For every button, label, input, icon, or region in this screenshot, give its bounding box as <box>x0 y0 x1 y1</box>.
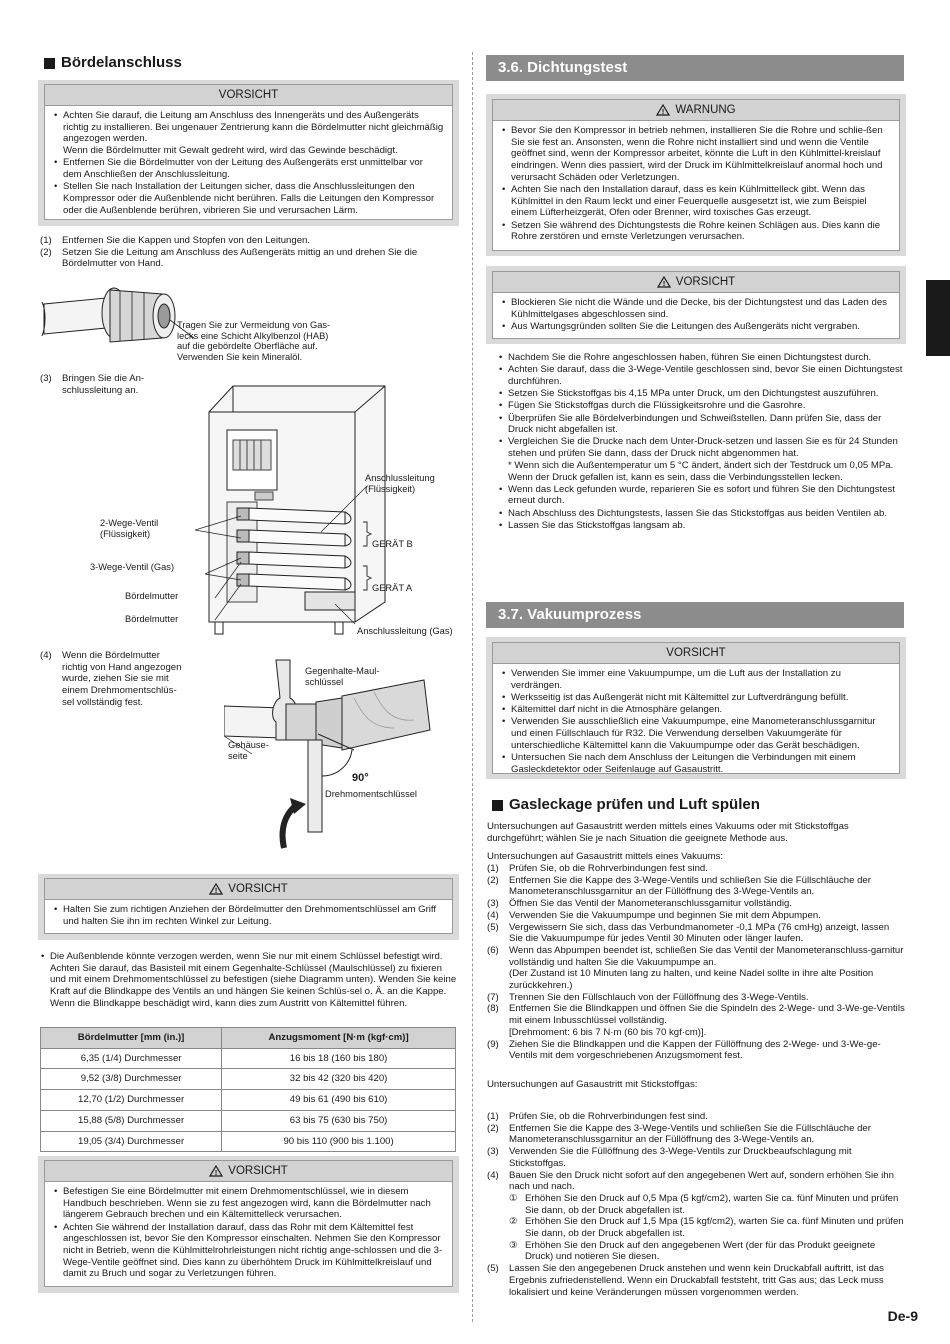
step-text: Verwenden Sie die Vakuumpumpe und beginnen Sie mit dem Abpumpen. <box>509 909 821 921</box>
numbered-step <box>487 898 905 910</box>
label-flare-nut-2: Bördelmutter <box>125 614 179 624</box>
svg-text:!: ! <box>662 281 665 288</box>
svg-text:!: ! <box>215 1170 218 1177</box>
step-number: (4) <box>487 909 499 921</box>
numbered-step <box>40 235 460 247</box>
numbered-step <box>487 1170 905 1193</box>
table-cell: 16 bis 18 (160 bis 180) <box>222 1048 456 1069</box>
label-torque-wrench: Drehmomentschlüssel <box>325 789 417 799</box>
step-text: Lassen Sie den angegebenen Druck anstehen und wenn kein Druckabfall auftritt, ist das Ergebnis zufriedenstellend. Wenn ein Druckabfall feststeht, tritt Gas aus; das Leck muss lokalisiert und keine Veränderungen müssen vorgenommen werden. <box>509 1263 884 1298</box>
leak-test-list <box>498 352 904 532</box>
step-number: (1) <box>40 235 52 246</box>
step-text: Prüfen Sie, ob die Rohrverbindungen fest sind. <box>509 1111 708 1122</box>
step-text: Öffnen Sie das Ventil der Manometeranschlussgarnitur vollständig. <box>509 898 792 910</box>
table-cell: 12,70 (1/2) Durchmesser <box>41 1090 222 1111</box>
label-3way-valve: 3-Wege-Ventil (Gas) <box>90 562 175 572</box>
numbered-step <box>487 945 905 992</box>
svg-text:!: ! <box>215 888 218 895</box>
step-number: (2) <box>40 246 52 258</box>
table-cell: 90 bis 110 (900 bis 1.100) <box>222 1131 456 1152</box>
vacuum-steps <box>487 863 905 1062</box>
list-item: • Halten Sie zum richtigen Anziehen der Bördelmutter den Drehmomentschlüssel am Griff und halten Sie ihn im rechten Winkel zur Leitung. <box>53 904 444 927</box>
sub-step-number: ① <box>509 1192 518 1204</box>
caution-list <box>501 668 891 775</box>
table-cell: 63 bis 75 (630 bis 750) <box>222 1110 456 1131</box>
warning-box <box>492 99 900 251</box>
vacuum-intro: Untersuchungen auf Gasaustritt mittels eines Vakuums: <box>487 851 724 862</box>
outdoor-unit-connection-illustration <box>195 382 395 644</box>
step-number: (5) <box>487 921 499 933</box>
step-text: Setzen Sie die Leitung am Anschluss des Außengeräts mittig an und drehen Sie die Bördelmutter von Hand. <box>62 246 418 270</box>
numbered-step <box>487 1123 905 1146</box>
torque-table <box>40 1027 456 1152</box>
numbered-step <box>487 1146 905 1169</box>
label-liquid-pipe: Anschlussleitung (Flüssigkeit) <box>365 473 435 494</box>
section-square-icon <box>492 800 503 811</box>
sub-step-number: ③ <box>509 1239 518 1251</box>
warning-list <box>501 125 891 243</box>
gas-leak-heading: Gasleckage prüfen und Luft spülen <box>492 796 760 814</box>
leak-test-note: * Wenn sich die Außentemperatur um 5 °C ändert, ändert sich der Testdruck um 0,05 MPa. Wenn der Druck gefallen ist, kann es sein, dass die Verbindungsstellen lecken. <box>508 460 894 484</box>
list-item: • Fügen Sie Stickstoffgas durch die Flüssigkeitsrohre und die Gasrohre. <box>498 400 904 412</box>
numbered-step <box>487 863 905 875</box>
flare-steps-1-2 <box>40 235 460 270</box>
flare-paragraph: • Die Außenblende könnte verzogen werden, wenn Sie nur mit einem Schlüssel befestigt wird. Achten Sie darauf, das Basisteil mit einem Gegenhalte-Schlüssel (Maulschlüssel) zu fixieren und mit einem Drehmomentschlüssel zu befestigen (siehe Diagramm unten). Wenden Sie keine Kraft auf die Blindkappe des Ventils an und hängen Sie keinen Schlüs-sel o. Ä. an die Kappe. Wenn die Blindkappe beschädigt wird, kann dies zum Austritt von Kältemittel führen. <box>40 951 458 1010</box>
step-text: Verwenden Sie die Füllöffnung des 3-Wege-Ventils zur Druckbeaufschlagung mit Stickstoffgas. <box>509 1146 852 1169</box>
caution-title: ! VORSICHT <box>45 1161 452 1182</box>
caution-title: VORSICHT <box>45 85 452 106</box>
numbered-step <box>487 875 905 898</box>
warning-triangle-icon <box>656 104 670 116</box>
label-2way-valve: 2-Wege-Ventil (Flüssigkeit) <box>100 518 159 539</box>
caution-box-3 <box>44 1160 453 1287</box>
step-text: Bauen Sie den Druck nicht sofort auf den angegebenen Wert auf, sondern erhöhen Sie ihn nach und nach. <box>509 1169 894 1193</box>
step-text: Entfernen Sie die Kappe des 3-Wege-Ventils und schließen Sie die Füllschläuche der Manometeranschlussgarnitur an der Füllöffnung des 3-Wege-Ventils an. <box>509 1122 871 1146</box>
table-cell: 9,52 (3/8) Durchmesser <box>41 1069 222 1090</box>
sub-step <box>487 1193 905 1216</box>
table-row <box>41 1069 456 1090</box>
list-item: • Achten Sie darauf, dass die 3-Wege-Ventile geschlossen sind, bevor Sie einen Dichtungstest durchführen. <box>498 364 904 387</box>
step-text: Vergewissern Sie sich, dass das Verbundmanometer -0,1 MPa (76 cmHg) anzeigt, lassen Sie die Vakuumpumpe für jedes Ventil 30 Minuten oder länger laufen. <box>509 921 890 945</box>
list-item: • Entfernen Sie die Bördelmutter von der Leitung des Außengeräts erst unmittelbar vor dem Anschließen der Anschlussleitung. <box>53 157 444 180</box>
caution-title: VORSICHT <box>493 643 899 664</box>
table-cell: 19,05 (3/4) Durchmesser <box>41 1131 222 1152</box>
step-number: (5) <box>487 1263 499 1275</box>
numbered-step <box>40 247 460 270</box>
numbered-step <box>487 1003 905 1038</box>
list-item: • Stellen Sie nach Installation der Leitungen sicher, dass die Anschlussleitungen den Kompressor oder die Außenblende nicht berühren. Falls die Leitungen den Kompressor oder die Außenblende berühren, vibrieren Sie und verursachen Lärm. <box>53 181 444 216</box>
label-housing-side: Gehäuse- seite <box>228 740 269 761</box>
warning-triangle-icon <box>209 1165 223 1177</box>
list-item: • Lassen Sie das Stickstoffgas langsam ab. <box>498 520 904 532</box>
step-text: Entfernen Sie die Kappen und Stopfen von den Leitungen. <box>62 235 311 246</box>
list-item: • Achten Sie darauf, die Leitung am Anschluss des Innengeräts und des Außengeräts richtig zu installieren. Bei ungenauer Zentrierung kann die Bördelmutter nicht gleichmäßig angezogen werden. Wenn die Bördelmutter mit Gewalt gedreht wird, wird das Gewinde beschädigt. <box>53 110 444 157</box>
step-number: (1) <box>487 863 499 874</box>
sub-step-number: ② <box>509 1216 518 1228</box>
sub-step-text: Erhöhen Sie den Druck auf den angegebenen Wert (der für das Produkt geeignete Druck) und notieren Sie diesen. <box>525 1239 876 1263</box>
step-text: Trennen Sie den Füllschlauch von der Füllöffnung des 3-Wege-Ventils. <box>509 991 809 1003</box>
sub-step-text: Erhöhen Sie den Druck auf 0,5 Mpa (5 kgf/cm2), warten Sie ca. fünf Minuten und prüfen Sie dann, ob der Druck abgefallen ist. <box>525 1192 899 1216</box>
sub-step <box>487 1216 905 1239</box>
step-number: (2) <box>487 1122 499 1134</box>
section-square-icon <box>44 58 55 69</box>
list-item: • Achten Sie während der Installation darauf, dass das Rohr mit dem Kältemittel fest angeschlossen ist, bevor Sie den Kompressor einschalten. Nehmen Sie den Kompressor nicht in Betrieb, wenn die Kühlmittelrohrleistungen nicht richtig ange-schlossen und die 3-Wege-Ventile geöffnet sind. Dies kann zu überhöhtem Druck im Kühlmittelkreislauf und damit zu Bruch und sogar zu Verletzungen führen. <box>53 1222 444 1281</box>
step-number: (9) <box>487 1038 499 1050</box>
step-number: (3) <box>487 898 499 910</box>
flare-oil-note: Tragen Sie zur Vermeidung von Gas- lecks eine Schicht Alkylbenzol (HAB) auf die gebördelte Oberfläche auf. Verwenden Sie kein Mineralöl. <box>177 320 331 363</box>
column-divider <box>472 52 473 1322</box>
numbered-step <box>487 910 905 922</box>
list-item: • Werksseitig ist das Außengerät nicht mit Kältemittel zur Luftverdrängung befüllt. <box>501 692 891 704</box>
table-cell: 6,35 (1/4) Durchmesser <box>41 1048 222 1069</box>
list-item: • Verwenden Sie ausschließlich eine Vakuumpumpe, eine Manometeranschlussgarnitur und einen Füllschlauch für R32. Die Verwendung derselben Vakuumgeräte für unterschiedliche Kältemittel kann die Vakuumpumpe oder das Gerät beschädigen. <box>501 716 891 751</box>
caution-list <box>53 904 444 927</box>
list-item: • Nach Abschluss des Dichtungstests, lassen Sie das Stickstoffgas aus beiden Ventilen ab. <box>498 508 904 520</box>
list-item: • Befestigen Sie eine Bördelmutter mit einem Drehmomentschlüssel, wie in diesem Handbuch beschrieben. Wenn sie zu fest angezogen wird, kann die Bördelmutter nach längerem Gebrauch brechen und ein Kältemittelleck verursachen. <box>53 1186 444 1221</box>
step-number: (2) <box>487 874 499 886</box>
list-item: • Nachdem Sie die Rohre angeschlossen haben, führen Sie einen Dichtungstest durch. <box>498 352 904 364</box>
step-text: Ziehen Sie die Blindkappen und die Kappen der Füllöffnung des 2-Wege- und 3-We-ge-Ventils mit dem vorgeschriebenen Anzugsmoment fest. <box>509 1038 881 1062</box>
table-header-cell: Bördelmutter [mm (in.)] <box>41 1028 222 1049</box>
section-3-7-title: 3.7. Vakuumprozess <box>486 602 904 628</box>
flare-nut-pipe-illustration <box>40 280 200 355</box>
caution-box-4 <box>492 271 900 339</box>
nitrogen-intro: Untersuchungen auf Gasaustritt mit Stickstoffgas: <box>487 1079 698 1090</box>
warning-triangle-icon <box>209 883 223 895</box>
step-number: (8) <box>487 1003 499 1015</box>
list-item: • Bevor Sie den Kompressor in betrieb nehmen, installieren Sie die Rohre und schlie-ßen Sie sie fest an. Ansonsten, wenn die Rohre nicht installiert sind und wenn die Ventile geöffnet sind, wenn der Kompressor arbeitet, könnte die Luft in den Kühlmittel-kreislauf eindringen. Wenn dies passiert, wird der Druck im Kühlmittelkreislauf anormal hoch und verursacht Schäden oder Verletzungen. <box>501 125 891 184</box>
step-number: (4) <box>487 1169 499 1181</box>
sub-step-text: Erhöhen Sie den Druck auf 1,5 Mpa (15 kgf/cm2), warten Sie ca. fünf Minuten und prüfen Sie dann, ob der Druck abgefallen ist. <box>525 1216 904 1240</box>
list-item: • Aus Wartungsgründen sollten Sie die Leitungen des Außengeräts nicht vergraben. <box>501 321 891 333</box>
list-item: • Achten Sie nach den Installation darauf, dass es kein Kühlmittelleck gibt. Wenn das Kühlmittel in den Raum leckt und einer Feuerquelle ausgesetzt ist, wie zum Beispiel einem Lüfterheizgerät, Ofen oder Brenner, wird toxisches Gas erzeugt. <box>501 184 891 219</box>
table-cell: 32 bis 42 (320 bis 420) <box>222 1069 456 1090</box>
caution-list <box>53 110 444 216</box>
label-flare-nut-1: Bördelmutter <box>125 591 179 601</box>
numbered-step <box>487 1263 905 1298</box>
list-item: • Blockieren Sie nicht die Wände und die Decke, bis der Dichtungstest und das Laden des Kühlmittelgases abgeschlossen sind. <box>501 297 891 320</box>
table-header-cell: Anzugsmoment [N·m (kgf·cm)] <box>222 1028 456 1049</box>
caution-box-5 <box>492 642 900 774</box>
list-item: • Vergleichen Sie die Drucke nach dem Unter-Druck-setzen und lassen Sie es für 24 Stunden stehen und prüfen Sie dann, dass der Druck nicht abgenommen hat. <box>498 436 904 459</box>
step-number: (6) <box>487 944 499 956</box>
step-number: (1) <box>487 1111 499 1122</box>
caution-list <box>501 297 891 333</box>
list-item: • Untersuchen Sie nach dem Anschluss der Leitungen die Verbindungen mit einem Gasleckdetektor oder Seifenlauge auf Gasaustritt. <box>501 752 891 775</box>
step-text: Entfernen Sie die Blindkappen und öffnen Sie die Spindeln des 2-Wege- und 3-We-ge-Ventils mit einem Inbusschlüssel vollständig. [Drehmoment: 6 bis 7 N·m (60 bis 70 kgf·cm)]. <box>509 1003 905 1038</box>
warning-title: ! WARNUNG <box>493 100 899 121</box>
numbered-step <box>487 992 905 1004</box>
table-row <box>41 1090 456 1111</box>
label-holding-wrench: Gegenhalte-Maul- schlüssel <box>305 666 380 687</box>
step-text: Entfernen Sie die Kappe des 3-Wege-Ventils und schließen Sie die Füllschläuche der Manometeranschlussgarnitur an der Füllöffnung des 3-Wege-Ventils an. <box>509 874 871 898</box>
list-item: • Setzen Sie Stickstoffgas bis 4,15 MPa unter Druck, um den Dichtungstest auszuführen. <box>498 388 904 400</box>
caution-title: ! VORSICHT <box>493 272 899 293</box>
flare-step-4: (4) Wenn die Bördelmutter richtig von Hand angezogen wurde, ziehen Sie sie mit einem Drehmomentschlüs- sel vollständig fest. <box>40 650 182 708</box>
list-item: • Setzen Sie während des Dichtungstests die Rohre keinen Schlägen aus. Dies kann die Rohre zerstören und ernste Verletzungen verursachen. <box>501 220 891 243</box>
table-cell: 15,88 (5/8) Durchmesser <box>41 1110 222 1131</box>
list-item: • Überprüfen Sie alle Bördelverbindungen und Schweißstellen. Dann prüfen Sie, dass der Druck nicht abgefallen ist. <box>498 413 904 436</box>
table-row <box>41 1110 456 1131</box>
gas-intro: Untersuchungen auf Gasaustritt werden mittels eines Vakuums oder mit Stickstoffgas durchgeführt; wählen Sie je nach Situation die geeignete Methode aus. <box>487 821 849 844</box>
side-tab-marker <box>926 280 950 356</box>
caution-box-2 <box>44 878 453 934</box>
table-row <box>41 1048 456 1069</box>
flare-heading: Bördelanschluss <box>44 54 182 72</box>
label-unit-b: GERÄT B <box>372 539 413 549</box>
table-cell: 49 bis 61 (490 bis 610) <box>222 1090 456 1111</box>
numbered-step <box>487 1111 905 1123</box>
table-row <box>41 1131 456 1152</box>
label-90-degrees: 90° <box>352 772 369 784</box>
step-text: Wenn das Abpumpen beendet ist, schließen Sie das Ventil der Manometeranschluss-garnitur vollständig und halten Sie die Vakuumpumpe an. (Der Zustand ist 10 Minuten lang zu halten, und keine Nadel sollte in ihre alte Position zurückkehren.) <box>509 944 904 992</box>
label-gas-pipe: Anschlussleitung (Gas) <box>357 626 453 636</box>
caution-list <box>53 1186 444 1280</box>
flare-step-3: (3) Bringen Sie die An- schlussleitung an. <box>40 373 145 396</box>
label-unit-a: GERÄT A <box>372 583 413 593</box>
page-number: De-9 <box>887 1308 918 1324</box>
list-item: • Verwenden Sie immer eine Vakuumpumpe, um die Luft aus der Installation zu verdrängen. <box>501 668 891 691</box>
step-text: Prüfen Sie, ob die Rohrverbindungen fest sind. <box>509 863 708 874</box>
numbered-step <box>487 1039 905 1062</box>
step-number: (3) <box>487 1146 499 1158</box>
svg-text:!: ! <box>662 109 665 116</box>
list-item: • Kältemittel darf nicht in die Atmosphäre gelangen. <box>501 704 891 716</box>
sub-step <box>487 1240 905 1263</box>
list-item: • Wenn das Leck gefunden wurde, reparieren Sie es sofort und führen Sie den Dichtungstest erneut durch. <box>498 484 904 507</box>
step-number: (7) <box>487 991 499 1003</box>
warning-triangle-icon <box>657 276 671 288</box>
table-header-row <box>41 1028 456 1049</box>
section-3-6-title: 3.6. Dichtungstest <box>486 55 904 81</box>
caution-title: ! VORSICHT <box>45 879 452 900</box>
caution-box-1 <box>44 84 453 220</box>
nitrogen-steps <box>487 1111 905 1298</box>
numbered-step <box>487 922 905 945</box>
